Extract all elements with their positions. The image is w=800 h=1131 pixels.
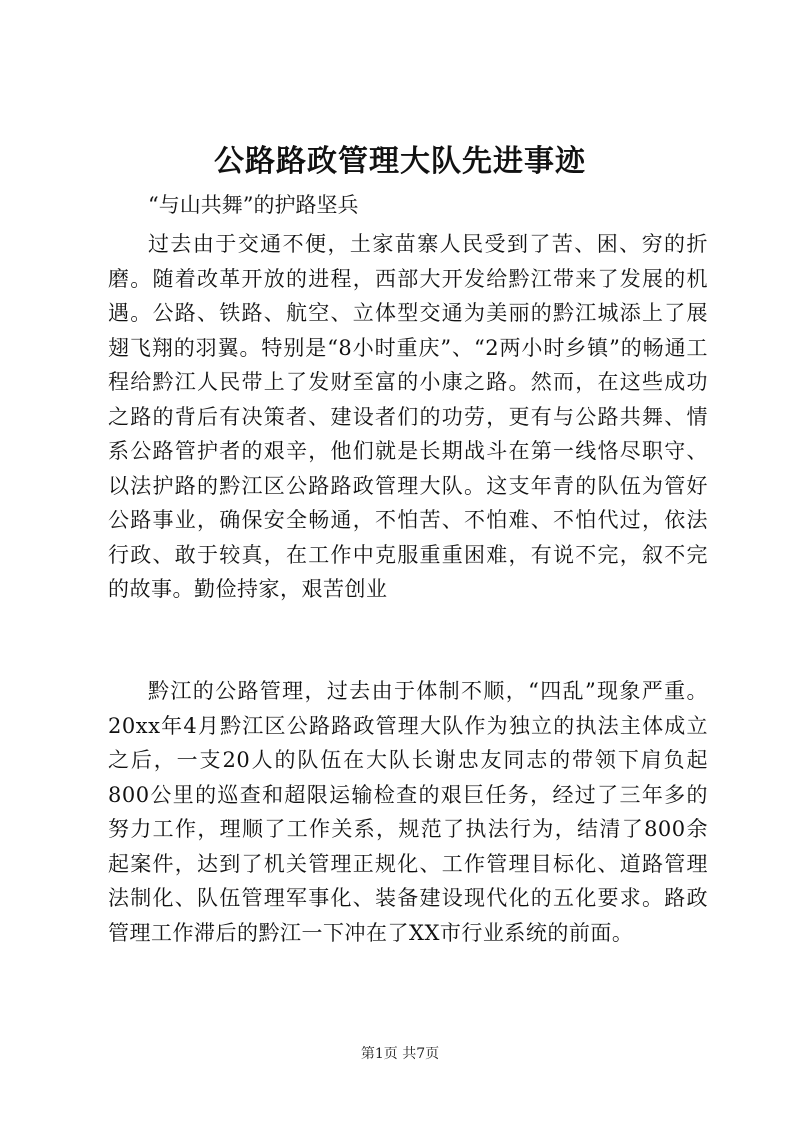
- paragraph-1: 过去由于交通不便，土家苗寨人民受到了苦、困、穷的折磨。随着改革开放的进程，西部大开发给黔江带来了发展的机遇。公路、铁路、航空、立体型交通为美丽的黔江城添上了展翅飞翔的羽翼。特别是“8小时重庆”、“2两小时乡镇”的畅通工程给黔江人民带上了发财至富的小康之路。然而，在这些成功之路的背后有决策者、建设者们的功劳，更有与公路共舞、情系公路管护者的艰辛，他们就是长期战斗在第一线恪尽职守、以法护路的黔江区公路路政管理大队。这支年青的队伍为管好公路事业，确保安全畅通，不怕苦、不怕难、不怕代过，依法行政、敢于较真，在工作中克服重重困难，有说不完，叙不完的故事。勤俭持家，艰苦创业: [108, 232, 708, 601]
- document-title: 公路路政管理大队先进事迹: [214, 144, 586, 179]
- paragraph-2: 黔江的公路管理，过去由于体制不顺，“四乱”现象严重。20xx年4月黔江区公路路政管理大队作为独立的执法主体成立之后，一支20人的队伍在大队长谢忠友同志的带领下肩负起800公里的巡查和超限运输检查的艰巨任务，经过了三年多的努力工作，理顺了工作关系，规范了执法行为，结清了800余起案件，达到了机关管理正规化、工作管理目标化、道路管理法制化、队伍管理军事化、装备建设现代化的五化要求。路政管理工作滞后的黔江一下冲在了XX市行业系统的前面。: [108, 679, 708, 945]
- document-subtitle: “与山共舞”的护路坚兵: [148, 193, 359, 217]
- page-number-footer: 第1页 共7页: [360, 1046, 440, 1062]
